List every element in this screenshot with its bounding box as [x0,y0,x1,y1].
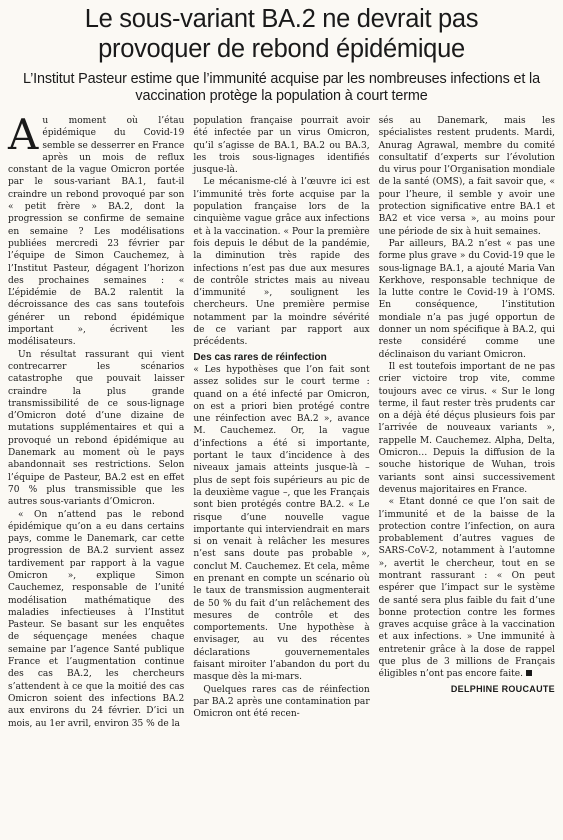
headline-line-1: Le sous-variant BA.2 ne devrait pas [84,5,479,33]
author-signature: DELPHINE ROUCAUTE [450,683,555,694]
paragraph: Il est toutefois important de ne pas crier victoire trop vite, comme toujours avec ce virus. « Sur le long terme, il faut rester très prudents car on a déjà été déçus plusieurs fois par l’arrivée de nouveaux variants », rappelle M. Cauchemez. Alpha, Delta, Omicron… Depuis la diffusion de la souche historique de Wuhan, trois variants sont ainsi successivement devenus majoritaires en France. [378,361,555,495]
paragraph [379,496,555,680]
end-of-article-icon [526,670,532,676]
column-2 [193,115,369,730]
column-1 [8,110,185,730]
paragraph [8,110,185,349]
column-3 [379,115,555,730]
paragraph-text: « Etant donné ce que l’on sait de l’immunité et de la baisse de la protection contre l’infection, on aura probablement d’autres vagues de SARS-CoV-2, notamment à l’automne », avertit le chercheur, tout en se montrant rassurant : « On peut espérer que l’impact sur le système de santé sera plus faible du fait d’une bonne protection contre les formes graves acquise grâce à la vaccination et aux infections. » Une immunité à entretenir grâce à la dose de rappel que plus de 3 millions de Français éligibles n’ont pas encore faite. [378,497,555,680]
paragraph: « Les hypothèses que l’on fait sont assez solides sur le court terme : quand on a été infecté par Omicron, on est a priori bien protégé contre une réinfection avec BA.2 », avance M. Cauchemez. Or, la vague d’infections a été si importante, portant le taux d’incidence à des niveaux jamais atteints jusque-là – plus de sept fois supérieurs au pic de la deuxième vague –, que les Français sont bien protégés contre BA.2. « Le risque d’une nouvelle vague importante qui interviendrait en mars si on venait à relâcher les mesures n’est sans doute pas probable », conclut M. Cauchemez. Et cela, même en prenant en compte un scénario où le taux de transmission augmenterait de 50 % du fait d’un relâchement des mesures de contrôle et des comportements. Une hypothèse à envisager, au vu des récentes déclarations gouvernementales faisant miroiter l’abandon du port du masque dès la mi-mars. [193,364,370,683]
drop-cap: A [8,110,39,159]
subheading: Des cas rares de réinfection [193,351,327,363]
headline-line-2: provoquer de rebond épidémique [98,35,465,63]
paragraph: population française pourrait avoir été infectée par un virus Omicron, qu’il s’agisse de BA.1, BA.2 ou BA.3, les trois sous-lignages identifiés jusque-là. [193,116,370,176]
standfirst: L’Institut Pasteur estime que l’immunité acquise par les nombreuses infections et la vaccination protège la population à court terme [23,71,540,104]
paragraph: Quelques rares cas de réinfection par BA.2 après une contamination par Omicron ont été recen- [193,684,370,720]
paragraph: « On n’attend pas le rebond épidémique qu’on a eu dans certains pays, comme le Danemark, car cette progression de BA.2 survient assez tardivement par rapport à la vague Omicron », explique Simon Cauchemez, responsable de l’unité modélisation mathématique des maladies infectieuses à l’Institut Pasteur. Se basant sur les enquêtes de séquençage menées chaque semaine par l’agence Santé publique France et l’augmentation continue des cas BA.2, les chercheurs s’attendent à ce que la moitié des cas Omicron soient des infections BA.2 aux environs du 24 février. D’ici un mois, au 1er avril, environ 35 % de la [8,509,185,729]
paragraph-text: u moment où l’étau épidémique du Covid-19 semble se desserrer en France après un mois de reflux constant de la vague Omicron portée par le sous-variant BA.1, faut-il craindre un rebond provoqué par son « petit frère » BA.2, dont la progression se confirme de semaine en semaine ? Les modélisations publiées mercredi 23 février par l’équipe de Simon Cauchemez, à l’Institut Pasteur, dégagent l’horizon des prochaines semaines : « L’épidémie de BA.2 ralentit la décroissance des cas sans toutefois générer un rebond épidémique important », écrivent les modélisateurs. [8,116,185,348]
paragraph: Le mécanisme-clé à l’œuvre ici est l’immunité très forte acquise par la population française lors de la cinquième vague grâce aux infections et à la vaccination. « Pour la première fois depuis le début de la pandémie, la diminution très rapide des infections n’est pas due aux mesures de contrôle strictes mais au niveau d’immunité », soulignent les chercheurs. Une première permise notamment par la moindre sévérité de ce variant par rapport aux précédents. [193,177,370,348]
article-body [8,110,555,730]
paragraph: Un résultat rassurant qui vient contrecarrer les scénarios catastrophe que pouvait laisser craindre la plus grande transmissibilité de ce sous-lignage d’Omicron doté d’une dizaine de mutations supplémentaires et qui a provoqué un rebond épidémique au Danemark au moment où le pays abandonnait ses restrictions. Selon l’équipe de Pasteur, BA.2 est en effet 70 % plus transmissible que les autres sous-variants d’Omicron. [8,349,185,508]
paragraph: Par ailleurs, BA.2 n’est « pas une forme plus grave » du Covid-19 que le sous-lignage BA.1, a ajouté Maria Van Kerkhove, responsable technique de la lutte contre le Covid-19 à l’OMS. En conséquence, l’institution mondiale n’a pas jugé opportun de donner un nom spécifique à BA.2, qui reste considéré comme une déclinaison du variant Omicron. [378,238,555,360]
paragraph: sés au Danemark, mais les spécialistes restent prudents. Mardi, Anurag Agrawal, membre du comité consultatif d’experts sur l’évolution du virus pour l’Organisation mondiale de la santé (OMS), a fait savoir que, « pour l’heure, il semble y avoir une protection significative entre BA.1 et BA2 et vice versa », au moins pour une période de six à huit semaines. [378,116,555,237]
headline [8,4,555,64]
